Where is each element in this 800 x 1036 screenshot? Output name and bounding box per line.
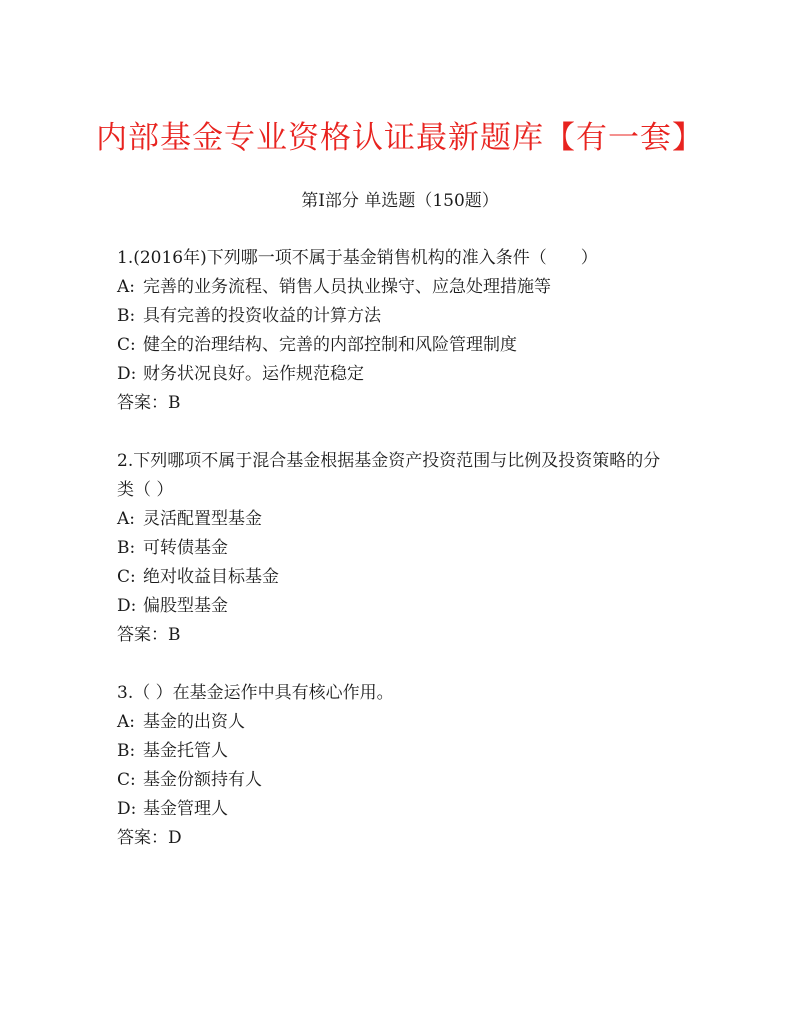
section-heading: 第I部分 单选题（150题） [301, 191, 499, 211]
option-c [117, 331, 677, 360]
option-c [117, 766, 677, 795]
question-stem: 3.（ ）在基金运作中具有核心作用。 [117, 683, 394, 703]
question-3 [117, 679, 677, 853]
option-d [117, 592, 677, 621]
option-text: 基金的出资人 [143, 712, 245, 732]
option-d [117, 795, 677, 824]
option-a [117, 273, 677, 302]
answer: 答案：B [117, 625, 181, 645]
option-text: 健全的治理结构、完善的内部控制和风险管理制度 [143, 335, 517, 355]
question-stem: 1.(2016年)下列哪一项不属于基金销售机构的准入条件（ ） [117, 248, 598, 268]
option-letter: B: [117, 741, 136, 761]
question-stem: 2.下列哪项不属于混合基金根据基金资产投资范围与比例及投资策略的分类（ ） [117, 451, 661, 500]
option-a [117, 505, 677, 534]
option-letter: B: [117, 538, 136, 558]
option-letter: C: [117, 567, 136, 587]
option-c [117, 563, 677, 592]
option-letter: D: [117, 596, 137, 616]
option-text: 灵活配置型基金 [143, 509, 262, 529]
option-text: 财务状况良好。运作规范稳定 [143, 364, 364, 384]
document-title: 内部基金专业资格认证最新题库【有一套】 [96, 120, 704, 156]
option-d [117, 360, 677, 389]
question-list [117, 244, 677, 882]
option-text: 可转债基金 [143, 538, 228, 558]
option-text: 基金管理人 [143, 799, 228, 819]
option-text: 偏股型基金 [143, 596, 228, 616]
option-b [117, 534, 677, 563]
option-letter: C: [117, 335, 136, 355]
option-letter: B: [117, 306, 136, 326]
option-a [117, 708, 677, 737]
option-b [117, 737, 677, 766]
option-text: 具有完善的投资收益的计算方法 [143, 306, 381, 326]
option-letter: D: [117, 364, 137, 384]
option-text: 基金份额持有人 [143, 770, 262, 790]
option-letter: C: [117, 770, 136, 790]
option-letter: A: [117, 277, 136, 297]
question-2 [117, 447, 677, 650]
option-letter: D: [117, 799, 137, 819]
option-text: 完善的业务流程、销售人员执业操守、应急处理措施等 [143, 277, 551, 297]
answer: 答案：B [117, 393, 181, 413]
option-text: 基金托管人 [143, 741, 228, 761]
option-text: 绝对收益目标基金 [143, 567, 279, 587]
option-letter: A: [117, 712, 136, 732]
option-letter: A: [117, 509, 136, 529]
option-b [117, 302, 677, 331]
question-1 [117, 244, 677, 418]
answer: 答案：D [117, 828, 182, 848]
